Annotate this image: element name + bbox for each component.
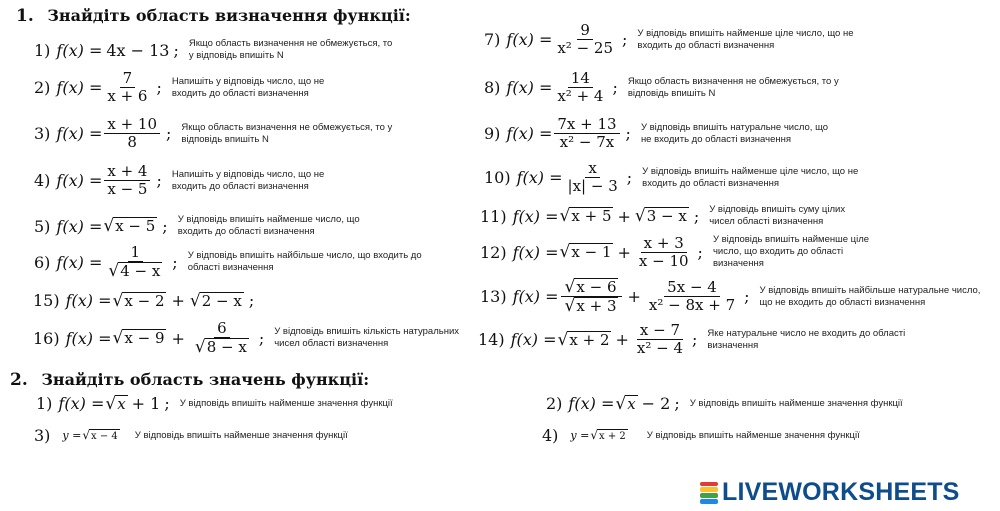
task-instruction: У відповідь впишіть найменше число, що входить до області визначення (177, 214, 360, 237)
task-label: 11) (480, 206, 507, 226)
task-label: 1) (36, 394, 53, 413)
task-9 (484, 116, 841, 151)
task-label: 3) (34, 124, 51, 143)
range-task-2 (546, 394, 930, 413)
task-instruction: Яке натуральне число не входить до області визначення (707, 327, 906, 351)
square-root: √ 3 − x (634, 206, 687, 226)
denominator: x − 10 (638, 251, 689, 270)
semicolon: ; (156, 171, 162, 190)
task-3 (34, 116, 396, 151)
numerator: 7x + 13 (554, 116, 619, 134)
square-root: √ x − 6 (564, 277, 617, 297)
task-label: 1) (34, 40, 51, 60)
task-instruction: У відповідь впишіть найменше значення функції (179, 397, 393, 409)
semicolon: ; (162, 216, 168, 236)
task-label: 13) (480, 287, 507, 306)
function-name: f(x) = (506, 30, 553, 49)
fraction (554, 116, 619, 151)
task-16 (33, 320, 474, 356)
task-11 (480, 204, 869, 228)
semicolon: ; (172, 252, 178, 272)
task-label: 15) (33, 291, 60, 310)
function-name: f(x) = (58, 394, 105, 413)
radicand: x (627, 394, 636, 413)
section-2-title: Знайдіть область значень функції: (41, 370, 370, 389)
task-5 (34, 214, 373, 238)
task-label: 5) (34, 216, 51, 236)
task-1 (34, 38, 399, 62)
liveworksheets-logo[interactable] (700, 478, 960, 507)
numerator: x − 7 (637, 322, 683, 340)
denominator: x² − 4 (636, 339, 684, 357)
square-root: √ x (105, 393, 126, 414)
task-label: 12) (480, 242, 507, 262)
task-label: 7) (484, 30, 501, 49)
plus-sign: + (627, 287, 641, 306)
semicolon: ; (156, 78, 162, 97)
plus-sign: + (171, 291, 185, 310)
fraction (104, 244, 166, 280)
task-label: 4) (34, 171, 51, 190)
denominator: x² − 8x + 7 (648, 296, 736, 314)
square-root: √ x − 2 (112, 290, 165, 311)
section-2-number: 2. (10, 370, 28, 390)
semicolon: ; (248, 291, 255, 310)
denominator: 8 (127, 133, 137, 151)
task-instruction: Напишіть у відповідь число, що не входить до області визначення (171, 168, 325, 192)
numerator: x + 10 (104, 116, 160, 134)
task-label: 6) (34, 252, 51, 272)
square-root: √ x + 3 (564, 296, 617, 316)
task-instruction: У відповідь впишіть найменше значення функції (646, 429, 860, 441)
numerator: x + 4 (104, 163, 150, 181)
denominator: x² − 25 (557, 39, 614, 57)
task-label: 2) (34, 78, 51, 97)
fraction (561, 278, 623, 315)
semicolon: ; (164, 394, 170, 413)
function-name: f(x) = (56, 40, 103, 60)
function-name: f(x) = (65, 328, 112, 348)
fraction (104, 116, 160, 151)
square-root: √ x − 4 (82, 427, 118, 442)
fraction (554, 70, 606, 105)
denominator: |x| − 3 (567, 177, 618, 195)
denominator: x − 5 (107, 180, 148, 198)
semicolon: ; (692, 330, 698, 349)
task-label: 8) (484, 78, 501, 97)
task-15 (33, 291, 254, 310)
task-instruction: У відповідь впишіть найменше ціле число, що входить до області визначення (712, 234, 870, 269)
task-instruction: У відповідь впишіть найбільше натуральне число, що не входить до області визначення (759, 284, 981, 308)
task-expression: 4x − 13 (106, 40, 170, 60)
numerator: 6 (214, 320, 230, 338)
semicolon: ; (674, 394, 680, 413)
radicand: x + 5 (571, 207, 612, 225)
function-name: f(x) = (510, 330, 557, 349)
plus-sign: + (617, 206, 631, 226)
radicand: 3 − x (646, 207, 687, 225)
radicand: x − 4 (91, 430, 118, 442)
fraction (191, 320, 253, 356)
radicand: x + 2 (569, 330, 610, 349)
function-name: f(x) = (568, 394, 615, 413)
function-name: f(x) = (56, 252, 103, 272)
task-instruction: У відповідь впишіть найменше значення функції (134, 429, 348, 441)
range-task-4 (542, 426, 887, 445)
task-14 (478, 322, 912, 357)
semicolon: ; (697, 242, 703, 262)
square-root: √ x (615, 393, 636, 414)
numerator: 5x − 4 (664, 279, 720, 297)
task-label: 14) (478, 330, 505, 349)
range-task-1 (36, 394, 420, 413)
plus-sign: + (171, 328, 185, 348)
radicand: x − 6 (576, 278, 617, 296)
fraction (554, 22, 616, 57)
section-1-number: 1. (16, 6, 34, 26)
square-root: √ 8 − x (194, 337, 247, 357)
function-name: f(x) = (56, 78, 103, 97)
semicolon: ; (744, 287, 750, 306)
section-2-heading (10, 370, 369, 390)
task-instruction: Напишіть у відповідь число, що не входить до області визначення (171, 75, 325, 99)
radicand: x + 3 (576, 297, 617, 315)
function-name: f(x) = (506, 78, 553, 97)
denominator: x + 6 (107, 87, 148, 105)
numerator: 9 (577, 22, 593, 40)
task-label: 4) (542, 426, 559, 445)
fraction (565, 160, 621, 195)
radicand: x − 9 (124, 329, 165, 347)
task-4 (34, 163, 337, 198)
semicolon: ; (173, 40, 179, 60)
numerator: x (585, 160, 599, 178)
radicand: 8 − x (206, 338, 247, 356)
semicolon: ; (166, 124, 172, 143)
logo-stripe (700, 499, 718, 504)
task-expression: − 2 (641, 394, 671, 413)
function-name: f(x) = (512, 287, 559, 306)
task-instruction: У відповідь впишіть найменше ціле число, що не входить до області визначення (642, 165, 859, 189)
fraction (636, 235, 692, 270)
task-label: 10) (484, 168, 511, 187)
function-name: f(x) = (56, 124, 103, 143)
task-instruction: У відповідь впишіть найменше значення функції (689, 397, 903, 409)
square-root: √ 2 − x (189, 290, 242, 311)
task-instruction: У відповідь впишіть суму цілих чисел області визначення (709, 204, 846, 227)
semicolon: ; (612, 78, 618, 97)
numerator: 7 (120, 70, 136, 88)
semicolon: ; (626, 168, 633, 187)
denominator: x² + 4 (557, 87, 604, 105)
function-name: f(x) = (65, 291, 112, 310)
function-name: f(x) = (56, 216, 103, 236)
fraction (646, 279, 738, 314)
radicand: x − 2 (124, 291, 165, 310)
numerator: 14 (568, 70, 593, 88)
function-name: f(x) = (516, 168, 563, 187)
square-root: √ 4 − x (108, 261, 161, 281)
square-root: √ x + 2 (590, 427, 626, 442)
fraction (104, 70, 150, 105)
task-instruction: У відповідь впишіть найбільше число, що входить до області визначення (187, 250, 422, 273)
range-task-3 (34, 426, 375, 445)
radicand: 2 − x (201, 291, 242, 310)
radicand: 4 − x (120, 262, 161, 280)
function-name: y = (570, 429, 590, 442)
section-1-title: Знайдіть область визначення функції: (47, 6, 411, 25)
task-expression: + 1 (131, 394, 161, 413)
square-root: √ x − 9 (112, 328, 165, 348)
task-instruction: У відповідь впишіть кількість натуральних чисел області визначення (274, 326, 459, 349)
fraction (634, 322, 686, 357)
square-root: √ x + 5 (559, 206, 612, 226)
semicolon: ; (625, 124, 631, 143)
square-root: √ x − 5 (103, 216, 156, 236)
task-12 (480, 234, 883, 270)
task-2 (34, 70, 342, 105)
logo-stripe (700, 487, 718, 492)
function-name: y = (62, 429, 82, 442)
task-instruction: У відповідь впишіть натуральне число, що не входить до області визначення (640, 121, 829, 145)
logo-stripe (700, 493, 718, 498)
numerator: x + 3 (641, 235, 687, 253)
function-name: f(x) = (512, 242, 559, 262)
task-label: 2) (546, 394, 563, 413)
radicand: x − 5 (115, 217, 156, 235)
function-name: f(x) = (56, 171, 103, 190)
semicolon: ; (693, 206, 700, 226)
task-10 (484, 160, 862, 195)
task-label: 9) (484, 124, 501, 143)
task-instruction: Якщо область визначення не обмежується, то у відповідь впишіть N (181, 121, 393, 145)
radicand: x + 2 (599, 430, 626, 442)
task-6 (34, 244, 428, 280)
plus-sign: + (617, 242, 631, 262)
function-name: f(x) = (506, 124, 553, 143)
function-name: f(x) = (512, 206, 559, 226)
section-1-heading (16, 6, 411, 26)
task-13 (480, 278, 985, 315)
logo-icon (700, 482, 718, 504)
plus-sign: + (615, 330, 629, 349)
fraction (104, 163, 150, 198)
radicand: x (117, 394, 126, 413)
task-7 (484, 22, 862, 57)
denominator: x² − 7x (559, 133, 615, 151)
logo-stripe (700, 482, 718, 487)
task-label: 3) (34, 426, 51, 445)
logo-text: LIVEWORKSHEETS (722, 478, 960, 506)
semicolon: ; (622, 30, 628, 49)
task-label: 16) (33, 328, 60, 348)
task-instruction: Якщо область визначення не обмежується, то у відповідь впишіть N (627, 75, 839, 99)
task-instruction: Якщо область визначення не обмежується, то у відповідь впишіть N (188, 38, 393, 61)
radicand: x − 1 (571, 243, 612, 261)
numerator: 1 (128, 244, 144, 262)
square-root: √ x − 1 (559, 242, 612, 262)
square-root: √ x + 2 (557, 329, 610, 350)
task-8 (484, 70, 843, 105)
task-instruction: У відповідь впишіть найменше ціле число, що не входить до області визначення (637, 27, 854, 51)
semicolon: ; (258, 328, 265, 348)
